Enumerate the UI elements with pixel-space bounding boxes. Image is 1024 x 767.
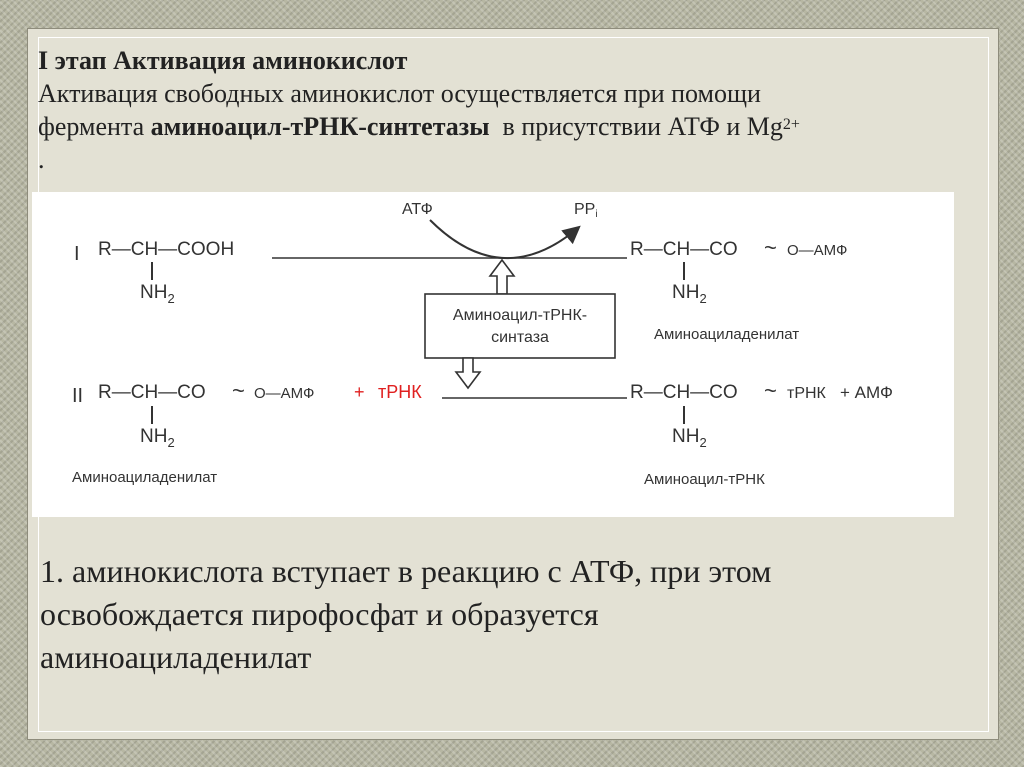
header-line-3-suffix: в присутствии АТФ и Mg [489, 112, 783, 141]
amino-group: $NH_2$ [672, 426, 707, 450]
row-label-2: II [72, 385, 84, 407]
enzyme-name-line-2: синтаза [491, 329, 549, 346]
caption-line-1: 1. аминокислота вступает в реакцию с АТФ, при этом [40, 553, 772, 589]
plus-sign: + [354, 382, 365, 402]
aminoacyl-trna-formula: R—CH—CO [630, 382, 738, 403]
enzyme-name-bold: аминоацил-тРНК-синтетазы [150, 112, 490, 141]
enzyme-box [425, 294, 615, 358]
slide-header [38, 44, 938, 176]
amino-group: $NH_2$ [672, 282, 707, 306]
trna-group: тРНК [787, 385, 826, 402]
aminoacyl-adenylate-formula: R—CH—CO [630, 239, 738, 260]
caption-line-2: освобождается пирофосфат и образуется [40, 596, 599, 632]
mg-charge: 2+ [782, 116, 800, 133]
reaction-diagram [32, 192, 954, 517]
high-energy-bond-2: ~ [232, 378, 245, 403]
caption-line-3: аминоациладенилат [40, 639, 312, 675]
amino-group: $NH_2$ [140, 426, 175, 450]
trna-reactant: тРНК [378, 382, 422, 402]
amino-group: $NH_2$ [140, 282, 175, 306]
row-label-1: I [74, 243, 80, 265]
amino-acid-formula: R—CH—COOH [98, 239, 235, 260]
high-energy-bond-1: ~ [764, 235, 777, 260]
reaction-diagram-svg [32, 192, 954, 517]
header-line-3-prefix: фермента [38, 112, 151, 141]
amp-group-2: O—АМФ [254, 385, 315, 402]
header-line-2: Активация свободных аминокислот осуществляется при помощи [38, 79, 761, 108]
aminoacyl-adenylate-reactant: R—CH—CO [98, 382, 206, 403]
product-name-2: Аминоацил-тРНК [644, 471, 765, 488]
high-energy-bond-3: ~ [764, 378, 777, 403]
enzyme-down-arrow [456, 358, 480, 388]
product-name-1: Аминоациладенилат [654, 326, 800, 343]
reactant-name-2: Аминоациладенилат [72, 469, 218, 486]
header-line-3 [38, 110, 938, 143]
amp-product: + АМФ [840, 383, 893, 402]
amp-group-1: O—АМФ [787, 242, 848, 259]
enzyme-name-line-1: Аминоацил-тРНК- [452, 307, 588, 324]
enzyme-up-arrow [490, 260, 514, 294]
slide-title: I этап Активация аминокислот [38, 46, 408, 75]
header-line-4: . [38, 145, 45, 174]
atp-label: АТФ [402, 201, 433, 218]
atp-curved-arrow [430, 220, 578, 258]
pyrophosphate-label: PPi [574, 201, 598, 220]
slide-caption [40, 550, 980, 679]
